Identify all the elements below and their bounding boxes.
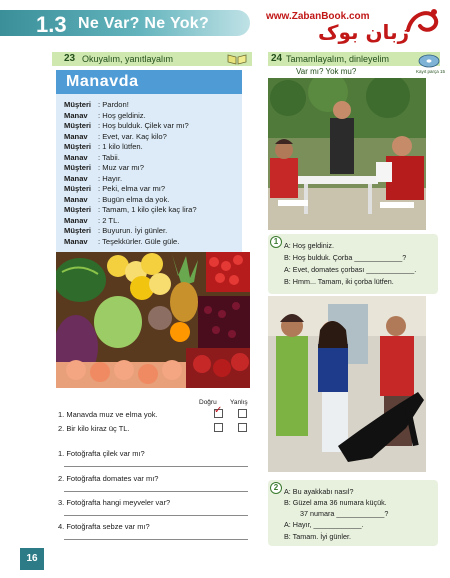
- true-checkbox[interactable]: [214, 423, 223, 432]
- open-question: 1. Fotoğrafta çilek var mı?: [58, 449, 145, 458]
- cd-audio-icon[interactable]: [418, 54, 440, 68]
- section-23-number: 23: [64, 53, 76, 64]
- dialogue-line: Manav : Teşekkürler. Güle güle.: [64, 236, 180, 246]
- dialogue-line: Müşteri : Hoş bulduk. Çilek var mı?: [64, 121, 189, 130]
- dialogue-line: Manav : Hayır.: [64, 173, 123, 183]
- open-question: 3. Fotoğrafta hangi meyveler var?: [58, 498, 171, 507]
- open-question: 4. Fotoğrafta sebze var mı?: [58, 522, 150, 531]
- dialogue-2-line: B: Tamam. İyi günler.: [284, 532, 351, 541]
- answer-line[interactable]: [64, 466, 248, 467]
- brand-url: www.ZabanBook.com: [266, 11, 370, 22]
- page-number: 16: [26, 553, 38, 564]
- false-checkbox[interactable]: [238, 423, 247, 432]
- true-column-label: Doğru: [199, 399, 217, 406]
- brand-logo: زبان بوک: [318, 20, 410, 44]
- reading-card-title: Manavda: [66, 73, 139, 90]
- cd-track-label: Kayıt parça 15: [416, 69, 446, 74]
- dialogue-2-line: A: Bu ayakkabı nasıl?: [284, 487, 354, 496]
- dialogue-line: Manav : Bugün elma da yok.: [64, 194, 170, 204]
- dialogue-2-line: B: Güzel ama 36 numara küçük.: [284, 498, 387, 507]
- dialogue-line: Manav : Hoş geldiniz.: [64, 110, 146, 120]
- tf-statement: 2. Bir kilo kiraz üç TL.: [58, 424, 130, 433]
- book-icon: [226, 53, 248, 65]
- dialogue-line: Müşteri : Peki, elma var mı?: [64, 184, 166, 193]
- dialogue-2-line: 37 numara ____________?: [300, 509, 389, 518]
- dialogue-line: Müşteri : Pardon!: [64, 100, 129, 109]
- open-question: 2. Fotoğrafta domates var mı?: [58, 474, 159, 483]
- false-checkbox[interactable]: [238, 409, 247, 418]
- dialogue-1-line: B: Hmm... Tamam, iki çorba lütfen.: [284, 277, 394, 286]
- dialogue-2-line: A: Hayır, ____________.: [284, 520, 364, 529]
- dialogue-1-number: 1: [270, 236, 282, 248]
- dialogue-line: Müşteri : Buyurun. İyi günler.: [64, 226, 168, 235]
- section-24-number: 24: [271, 53, 283, 64]
- lesson-number: 1.3: [36, 12, 67, 37]
- dialogue-line: Manav : Tabii.: [64, 152, 120, 162]
- answer-line[interactable]: [64, 539, 248, 540]
- dialogue-line: Müşteri : 1 kilo lütfen.: [64, 142, 143, 151]
- dialogue-1-line: A: Evet, domates çorbası ____________.: [284, 265, 417, 274]
- tf-statement: 1. Manavda muz ve elma yok.: [58, 410, 158, 419]
- false-column-label: Yanlış: [230, 399, 248, 406]
- dialogue-line: Manav : 2 TL.: [64, 215, 120, 225]
- checkmark-icon: ✓: [214, 405, 223, 416]
- shoe-shop-photo: [268, 296, 426, 472]
- dialogue-line: Manav : Evet, var. Kaç kilo?: [64, 131, 167, 141]
- page-header: [0, 0, 450, 44]
- dialogue-line: Müşteri : Muz var mı?: [64, 163, 145, 172]
- dialogue-2-number: 2: [270, 482, 282, 494]
- restaurant-photo: [268, 78, 426, 230]
- dialogue-1-line: A: Hoş geldiniz.: [284, 241, 334, 250]
- brand-swirl-icon: [404, 6, 440, 36]
- lesson-title: Ne Var? Ne Yok?: [78, 15, 210, 32]
- fruit-stand-photo: [56, 252, 250, 388]
- dialogue-1-line: B: Hoş bulduk. Çorba ____________?: [284, 253, 407, 262]
- section-24-title: Tamamlayalım, dinleyelim: [286, 54, 390, 64]
- dialogue-line: Müşteri : Tamam, 1 kilo çilek kaç lira?: [64, 205, 197, 214]
- answer-line[interactable]: [64, 515, 248, 516]
- section-23-title: Okuyalım, yanıtlayalım: [82, 54, 174, 64]
- answer-line[interactable]: [64, 491, 248, 492]
- section-24-subtitle: Var mı? Yok mu?: [296, 67, 357, 76]
